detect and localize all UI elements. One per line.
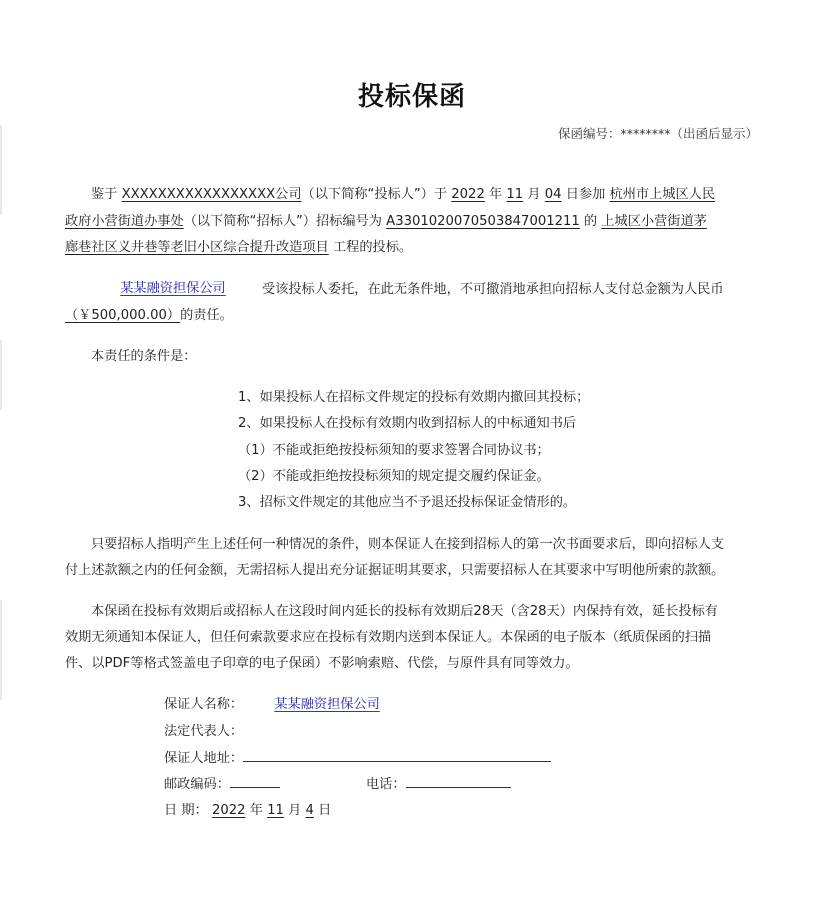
text-fragment: 工程的投标。 <box>328 240 413 255</box>
paragraph-line <box>91 280 255 298</box>
phone-label: 电话： <box>366 777 406 792</box>
text-fragment: 月 <box>523 187 545 202</box>
guarantor-name-field <box>243 696 411 714</box>
paragraph-line: 效期无须通知本保证人，但任何索款要求应在投标有效期内送到本保证人。本保函的电子版本（纸质保函的扫描 <box>65 630 712 645</box>
date-month: 11 <box>267 803 284 818</box>
guarantee-amount: （￥500,000.00） <box>65 308 181 323</box>
postcode-blank <box>230 775 280 788</box>
condition-item: 1、如果投标人在招标文件规定的投标有效期内撤回其投标； <box>238 390 590 405</box>
tenderer-name-cont: 政府小营街道办事处 <box>65 214 184 229</box>
paragraph-line <box>262 281 724 299</box>
text-fragment: 日参加 <box>561 187 610 202</box>
paragraph-line <box>91 186 715 204</box>
date-label: 日 期： <box>164 803 208 818</box>
text-fragment: 的责任。 <box>180 308 233 323</box>
date-year-unit: 年 <box>249 803 263 818</box>
text-fragment: 年 <box>484 187 507 202</box>
guarantor-name <box>91 280 255 298</box>
paragraph-line: 件、以PDF等格式签盖电子印章的电子保函）不影响索赔、代偿，与原件具有同等效力。 <box>65 656 579 671</box>
date-month-unit: 月 <box>288 803 302 818</box>
postcode-row <box>164 775 280 794</box>
text-fragment: （以下简称“投标人”）于 <box>301 187 452 202</box>
address-row <box>164 749 551 768</box>
text-fragment: （以下简称“招标人”）招标编号为 <box>183 214 387 229</box>
conditions-intro: 本责任的条件是： <box>91 349 197 364</box>
tenderer-name: 杭州市上城区人民 <box>609 187 716 202</box>
legal-representative-label: 法定代表人： <box>164 724 244 739</box>
paragraph-line <box>65 213 707 231</box>
guarantor-name-label: 保证人名称： <box>164 697 244 712</box>
project-name-cont: 廊巷社区义井巷等老旧小区综合提升改造项目 <box>65 240 329 255</box>
date-row <box>164 802 331 820</box>
scan-edge-mark <box>0 125 2 215</box>
condition-item: 2、如果投标人在投标有效期内收到招标人的中标通知书后 <box>238 416 577 431</box>
address-blank <box>243 749 551 762</box>
bidder-name: XXXXXXXXXXXXXXXXX公司 <box>121 187 302 202</box>
bid-month: 11 <box>506 187 524 202</box>
scan-edge-mark <box>0 600 2 700</box>
guarantee-number: 保函编号：********（出函后显示） <box>558 126 759 141</box>
paragraph-line <box>65 307 233 325</box>
guarantor-name-value: 某某融资担保公司 <box>274 697 380 712</box>
text-fragment: 鉴于 <box>91 187 122 202</box>
phone-row <box>366 775 511 794</box>
phone-blank <box>406 775 511 788</box>
condition-item: 3、招标文件规定的其他应当不予退还投标保证金情形的。 <box>238 495 577 510</box>
guarantor-name-text: 某某融资担保公司 <box>120 281 226 296</box>
date-year: 2022 <box>211 803 246 818</box>
paragraph-line <box>65 239 412 257</box>
bid-year: 2022 <box>451 187 485 202</box>
paragraph-line: 本保函在投标有效期后或招标人在这段时间内延长的投标有效期后28天（含28天）内保持有效，延长投标有 <box>91 604 718 619</box>
guarantor-name-row <box>164 696 411 714</box>
bid-day: 04 <box>544 187 562 202</box>
postcode-label: 邮政编码： <box>164 777 230 792</box>
legal-representative-row <box>164 723 243 741</box>
text-fragment: 的 <box>579 214 602 229</box>
project-name: 上城区小营街道茅 <box>601 214 707 229</box>
date-day-unit: 日 <box>318 803 332 818</box>
condition-item: （1）不能或拒绝按投标须知的要求签署合同协议书； <box>238 443 550 458</box>
paragraph-line: 只要招标人指明产生上述任何一种情况的条件，则本保证人在接到招标人的第一次书面要求后，即向招标人支 <box>91 537 724 552</box>
scan-edge-mark <box>0 340 2 410</box>
document-title: 投标保函 <box>358 82 467 112</box>
address-label: 保证人地址： <box>164 751 244 766</box>
condition-item: （2）不能或拒绝按投标须知的规定提交履约保证金。 <box>238 469 550 484</box>
tender-number: A3301020070503847001211 <box>386 214 580 229</box>
date-day: 4 <box>305 803 314 818</box>
text-fragment: 受该投标人委托，在此无条件地，不可撤消地承担向招标人支付总金额为人民币 <box>262 282 724 297</box>
paragraph-line: 付上述款额之内的任何金额，无需招标人提出充分证据证明其要求，只需要招标人在其要求中写明他所索的款额。 <box>65 563 725 578</box>
